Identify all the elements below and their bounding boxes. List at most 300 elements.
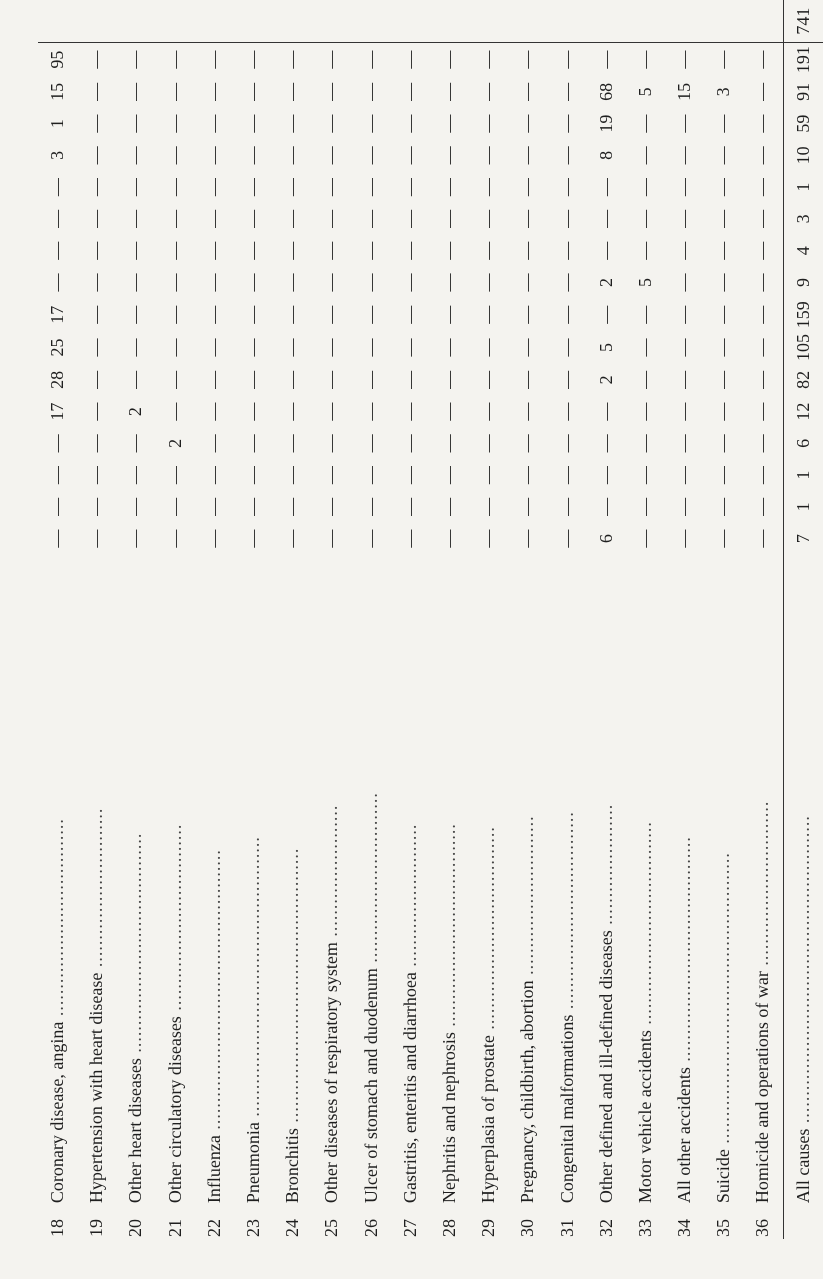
cause-label: Nephritis and nephrosis	[438, 1032, 459, 1204]
value-cell: —	[438, 209, 459, 228]
value-cell: —	[438, 466, 459, 485]
value-cell: —	[478, 305, 499, 324]
value-cell: 3	[47, 150, 68, 160]
value-cell: —	[47, 497, 68, 516]
cause-label: Other defined and ill-defined diseases	[595, 930, 616, 1204]
value-cell: —	[595, 497, 616, 516]
value-cell: 19	[595, 114, 616, 133]
value-cell: —	[438, 338, 459, 357]
value-cell: —	[517, 529, 538, 548]
value-cell: —	[86, 466, 107, 485]
value-cell: —	[438, 146, 459, 165]
value-cell: —	[360, 402, 381, 421]
value-cell: —	[752, 209, 773, 228]
value-cell: —	[556, 434, 577, 453]
value-cell: —	[86, 82, 107, 101]
value-cell: 5	[634, 277, 655, 287]
value-cell: —	[47, 466, 68, 485]
value-cell: —	[203, 466, 224, 485]
table-row	[156, 0, 195, 1239]
mortality-table	[38, 0, 823, 1239]
value-cell: —	[634, 146, 655, 165]
value-cell: 6	[595, 534, 616, 544]
value-cell: —	[674, 370, 695, 389]
value-cell: 12	[783, 396, 823, 428]
value-cell: —	[282, 497, 303, 516]
value-cell: —	[556, 273, 577, 292]
value-cell: —	[674, 209, 695, 228]
row-number: 20	[125, 1219, 146, 1237]
value-cell: —	[595, 466, 616, 485]
value-cell: —	[125, 50, 146, 69]
value-cell: —	[556, 209, 577, 228]
value-cell: —	[86, 50, 107, 69]
leader-dots: .............................	[86, 807, 107, 973]
table-row	[469, 0, 508, 1239]
total-cell	[38, 0, 77, 43]
cause-cell	[626, 555, 665, 1204]
leader-dots: ..........................	[399, 823, 420, 973]
row-number: 19	[86, 1219, 107, 1237]
value-cell: —	[282, 146, 303, 165]
cause-label: Coronary disease, angina	[47, 1021, 68, 1204]
value-cell: —	[125, 82, 146, 101]
value-cell: —	[438, 114, 459, 133]
total-cell	[273, 0, 312, 43]
value-cell: —	[360, 497, 381, 516]
table-row	[352, 0, 391, 1239]
value-cell: —	[713, 305, 734, 324]
value-cell: —	[360, 114, 381, 133]
value-cell: —	[674, 434, 695, 453]
value-cell: 15	[47, 82, 68, 101]
leader-dots: ..................................	[164, 823, 185, 1017]
value-cell: —	[203, 497, 224, 516]
cause-label: Other circulatory diseases	[164, 1016, 185, 1204]
value-cell: —	[399, 178, 420, 197]
value-cell: —	[438, 402, 459, 421]
value-cell: —	[282, 50, 303, 69]
total-cell	[116, 0, 155, 43]
value-cell: —	[243, 114, 264, 133]
value-cell: —	[321, 273, 342, 292]
value-cell: —	[438, 241, 459, 260]
value-cell: —	[517, 466, 538, 485]
value-cell: —	[243, 466, 264, 485]
value-cell: —	[556, 466, 577, 485]
value-cell: —	[713, 434, 734, 453]
value-cell: 1	[783, 459, 823, 491]
value-cell: —	[321, 402, 342, 421]
value-cell: 91	[783, 76, 823, 108]
value-cell: —	[478, 434, 499, 453]
value-cell: —	[713, 402, 734, 421]
value-cell: —	[713, 241, 734, 260]
value-cell: —	[282, 370, 303, 389]
value-cell: —	[321, 241, 342, 260]
value-cell: 1	[783, 171, 823, 203]
value-cell: 17	[47, 402, 68, 421]
leader-dots: .....................................	[438, 823, 459, 1033]
value-cell: 82	[783, 364, 823, 396]
value-cell: —	[713, 209, 734, 228]
value-cell: —	[321, 146, 342, 165]
value-cell: —	[399, 497, 420, 516]
all-causes-row	[783, 0, 823, 1239]
value-cell: —	[517, 114, 538, 133]
value-cell: —	[713, 338, 734, 357]
value-cell: —	[517, 146, 538, 165]
value-cell: —	[86, 146, 107, 165]
table-row	[508, 0, 547, 1239]
value-cell: —	[243, 529, 264, 548]
value-cell: —	[164, 178, 185, 197]
cause-label: Hyperplasia of prostate	[478, 1035, 499, 1204]
value-cell: —	[321, 209, 342, 228]
cause-cell	[312, 555, 351, 1204]
value-cell: —	[360, 273, 381, 292]
row-number: 29	[478, 1219, 499, 1237]
value-cell: —	[713, 178, 734, 197]
value-cell: —	[164, 529, 185, 548]
value-cell: —	[125, 370, 146, 389]
leader-dots: ........................................................	[792, 815, 813, 1129]
leader-dots: .....................................	[634, 821, 655, 1031]
row-number: 25	[321, 1219, 342, 1237]
value-cell: —	[203, 402, 224, 421]
total-cell	[77, 0, 116, 43]
table-row	[195, 0, 234, 1239]
value-cell: —	[47, 178, 68, 197]
value-cell: —	[243, 434, 264, 453]
value-cell: —	[517, 434, 538, 453]
row-number: 21	[164, 1219, 185, 1237]
value-cell: —	[438, 305, 459, 324]
value-cell: —	[243, 370, 264, 389]
value-cell: —	[164, 241, 185, 260]
value-cell: —	[321, 178, 342, 197]
value-cell: —	[478, 209, 499, 228]
value-cell: —	[203, 241, 224, 260]
value-cell: —	[47, 529, 68, 548]
value-cell: —	[478, 178, 499, 197]
row-number: 24	[282, 1219, 303, 1237]
value-cell: —	[556, 529, 577, 548]
row-number: 27	[399, 1219, 420, 1237]
value-cell: —	[478, 50, 499, 69]
value-cell: —	[752, 529, 773, 548]
value-cell: —	[556, 82, 577, 101]
value-cell: —	[634, 114, 655, 133]
total-cell	[547, 0, 586, 43]
value-cell: —	[321, 338, 342, 357]
value-cell: —	[752, 338, 773, 357]
value-cell: —	[517, 338, 538, 357]
value-cell: —	[164, 82, 185, 101]
value-cell: —	[203, 370, 224, 389]
total-cell	[469, 0, 508, 43]
value-cell: 68	[595, 82, 616, 101]
value-cell: —	[674, 402, 695, 421]
value-cell: —	[282, 402, 303, 421]
value-cell: —	[47, 241, 68, 260]
value-cell: —	[556, 497, 577, 516]
cause-cell	[587, 555, 626, 1204]
cause-cell	[430, 555, 469, 1204]
value-cell: —	[478, 241, 499, 260]
value-cell: 17	[47, 305, 68, 324]
value-cell: —	[399, 209, 420, 228]
table-row	[430, 0, 469, 1239]
value-cell: —	[674, 50, 695, 69]
value-cell: —	[752, 82, 773, 101]
total-cell	[626, 0, 665, 43]
value-cell: —	[125, 529, 146, 548]
table-row	[38, 0, 77, 1239]
value-cell: —	[556, 146, 577, 165]
value-cell: 28	[47, 370, 68, 389]
cause-cell	[547, 555, 586, 1204]
value-cell: —	[399, 434, 420, 453]
leader-dots: ........................	[321, 804, 342, 943]
value-cell: —	[243, 305, 264, 324]
value-cell: 5	[595, 343, 616, 353]
value-cell: —	[125, 273, 146, 292]
value-cell: —	[478, 273, 499, 292]
value-cell: 10	[783, 140, 823, 172]
table-row	[273, 0, 312, 1239]
cause-label: Motor vehicle accidents	[634, 1030, 655, 1204]
value-cell: —	[86, 497, 107, 516]
cause-cell	[195, 555, 234, 1204]
value-cell: —	[399, 466, 420, 485]
value-cell: —	[321, 497, 342, 516]
cause-cell	[469, 555, 508, 1204]
cause-cell	[391, 555, 430, 1204]
value-cell: —	[674, 529, 695, 548]
cause-cell	[77, 555, 116, 1204]
value-cell: —	[86, 305, 107, 324]
value-cell: —	[243, 178, 264, 197]
value-cell: —	[634, 338, 655, 357]
value-cell: 3	[713, 87, 734, 97]
value-cell: —	[86, 402, 107, 421]
value-cell: —	[556, 241, 577, 260]
value-cell: —	[125, 497, 146, 516]
total-cell	[156, 0, 195, 43]
value-cell: 2	[595, 277, 616, 287]
value-cell: —	[752, 434, 773, 453]
value-cell: —	[634, 209, 655, 228]
value-cell: —	[360, 241, 381, 260]
value-cell: 15	[674, 82, 695, 101]
value-cell: —	[517, 209, 538, 228]
value-cell: —	[203, 178, 224, 197]
row-number: 33	[634, 1219, 655, 1237]
value-cell: —	[125, 114, 146, 133]
value-cell: —	[164, 114, 185, 133]
cause-label: Homicide and operations of war	[752, 971, 773, 1204]
value-cell: —	[517, 241, 538, 260]
value-cell: —	[634, 50, 655, 69]
value-cell: —	[164, 305, 185, 324]
value-cell: —	[360, 146, 381, 165]
value-cell: —	[595, 50, 616, 69]
value-cell: —	[321, 434, 342, 453]
table-row	[626, 0, 665, 1239]
value-cell: —	[399, 273, 420, 292]
value-cell: —	[634, 402, 655, 421]
value-cell: —	[478, 529, 499, 548]
value-cell: —	[752, 241, 773, 260]
value-cell: —	[203, 209, 224, 228]
value-cell: —	[203, 434, 224, 453]
value-cell: —	[517, 497, 538, 516]
value-cell: —	[164, 338, 185, 357]
value-cell: —	[360, 529, 381, 548]
total-cell	[743, 0, 783, 43]
value-cell: —	[243, 209, 264, 228]
cause-label: Other heart diseases	[125, 1058, 146, 1204]
value-cell: —	[438, 50, 459, 69]
value-cell: —	[752, 466, 773, 485]
value-cell: —	[674, 466, 695, 485]
value-cell: —	[517, 305, 538, 324]
table-row	[312, 0, 351, 1239]
value-cell: —	[399, 241, 420, 260]
cause-cell	[743, 555, 783, 1204]
value-cell: —	[399, 402, 420, 421]
table-row	[77, 0, 116, 1239]
value-cell: —	[752, 178, 773, 197]
table-body	[38, 0, 823, 1239]
value-cell: —	[399, 305, 420, 324]
value-cell: —	[360, 370, 381, 389]
value-cell: —	[243, 82, 264, 101]
value-cell: —	[86, 178, 107, 197]
value-cell: —	[243, 146, 264, 165]
value-cell: —	[674, 114, 695, 133]
value-cell: —	[282, 209, 303, 228]
value-cell: —	[556, 370, 577, 389]
value-cell: —	[438, 497, 459, 516]
cause-cell	[38, 555, 77, 1204]
row-number: 23	[243, 1219, 264, 1237]
table-row	[587, 0, 626, 1239]
value-cell: —	[595, 434, 616, 453]
cause-cell	[116, 555, 155, 1204]
value-cell: —	[47, 434, 68, 453]
total-cell	[234, 0, 273, 43]
value-cell: —	[438, 434, 459, 453]
table-row	[743, 0, 783, 1239]
value-cell: —	[556, 178, 577, 197]
grand-total: 741	[783, 0, 823, 43]
value-cell: 4	[783, 235, 823, 267]
value-cell: —	[125, 146, 146, 165]
value-cell: —	[713, 114, 734, 133]
cause-label: Ulcer of stomach and duodenum	[360, 968, 381, 1204]
value-cell: 105	[783, 331, 823, 364]
value-cell: —	[125, 209, 146, 228]
value-cell: —	[713, 529, 734, 548]
total-cell	[508, 0, 547, 43]
value-cell: —	[86, 434, 107, 453]
leader-dots: ...................................................	[243, 836, 264, 1123]
value-cell: —	[321, 114, 342, 133]
value-cell: 7	[783, 523, 823, 555]
value-cell: —	[438, 178, 459, 197]
value-cell: —	[86, 273, 107, 292]
cause-cell	[704, 555, 743, 1204]
value-cell: —	[634, 305, 655, 324]
value-cell: 2	[125, 407, 146, 417]
value-cell: —	[243, 338, 264, 357]
value-cell: —	[86, 370, 107, 389]
value-cell: —	[360, 209, 381, 228]
value-cell: 6	[783, 427, 823, 459]
value-cell: —	[634, 497, 655, 516]
value-cell: —	[203, 114, 224, 133]
total-cell	[704, 0, 743, 43]
leader-dots: .........................................	[674, 836, 695, 1068]
row-number	[783, 1203, 823, 1239]
value-cell: —	[360, 305, 381, 324]
value-cell: —	[399, 146, 420, 165]
value-cell: —	[556, 402, 577, 421]
value-cell: —	[752, 273, 773, 292]
value-cell: —	[674, 497, 695, 516]
value-cell: —	[164, 402, 185, 421]
value-cell: —	[164, 146, 185, 165]
leader-dots: ....................................	[47, 818, 68, 1022]
value-cell: 5	[634, 87, 655, 97]
value-cell: —	[713, 497, 734, 516]
value-cell: —	[674, 241, 695, 260]
cause-cell	[156, 555, 195, 1204]
value-cell: —	[713, 50, 734, 69]
value-cell: —	[47, 273, 68, 292]
row-number: 28	[438, 1219, 459, 1237]
value-cell: —	[321, 305, 342, 324]
value-cell: —	[164, 50, 185, 69]
value-cell: —	[282, 273, 303, 292]
cause-label: Influenza	[203, 1135, 224, 1204]
value-cell: —	[634, 466, 655, 485]
value-cell: —	[203, 305, 224, 324]
value-cell: —	[125, 434, 146, 453]
value-cell: —	[125, 338, 146, 357]
value-cell: —	[399, 529, 420, 548]
total-cell	[391, 0, 430, 43]
cause-label: Bronchitis	[282, 1128, 303, 1204]
row-number: 32	[595, 1219, 616, 1237]
row-number: 35	[713, 1219, 734, 1237]
value-cell: 2	[595, 375, 616, 385]
value-cell: —	[634, 434, 655, 453]
value-cell: —	[438, 529, 459, 548]
cause-label: Pregnancy, childbirth, abortion	[517, 980, 538, 1204]
value-cell: —	[125, 241, 146, 260]
value-cell: —	[478, 146, 499, 165]
value-cell: —	[674, 273, 695, 292]
leader-dots: ....................................	[556, 811, 577, 1015]
value-cell: 95	[47, 50, 68, 69]
table-row	[704, 0, 743, 1239]
cause-cell	[352, 555, 391, 1204]
value-cell: —	[360, 434, 381, 453]
row-number: 26	[360, 1219, 381, 1237]
